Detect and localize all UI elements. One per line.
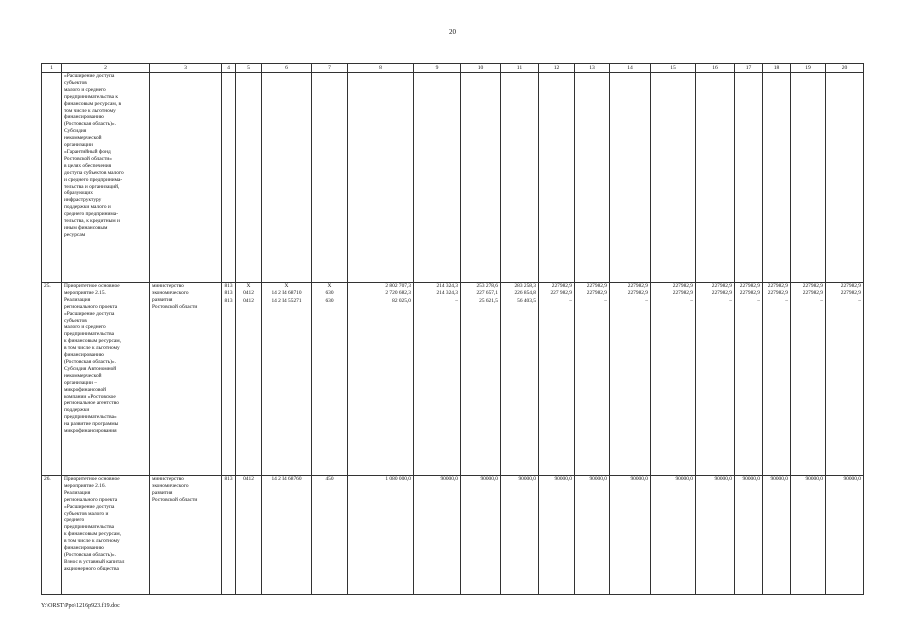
responsible-executor: министерство экономического развития Ростовской области [150,476,222,595]
value-cell [414,476,461,595]
value-cell [575,283,610,476]
column-header: 16 [696,64,735,73]
cell-value: 227982,9 [739,283,760,289]
cell-value: – [858,297,861,304]
column-header: 3 [150,64,222,73]
cell-value: – [820,297,823,304]
cell-value: 813 [224,297,233,304]
cell-value: 227982,9 [802,290,823,297]
value-cell [539,73,575,283]
cell-value: – [729,297,732,304]
column-header: 11 [501,64,539,73]
cell-value: 214 324,3 [436,283,458,289]
column-header: 9 [414,64,461,73]
header-row [42,64,864,73]
cell-value: – [569,297,572,304]
column-header: 19 [791,64,826,73]
cell-value: 0412 [243,476,254,482]
value-cell [651,283,696,476]
cell-value: – [757,297,760,304]
value-cell [222,73,236,283]
column-header: 4 [222,64,236,73]
cell-value: 90000,0 [805,476,823,482]
cell-value: 90000,0 [554,476,572,482]
cell-value: 25 621,5 [479,297,498,304]
value-cell [763,476,791,595]
value-cell [735,476,763,595]
value-cell [414,283,461,476]
value-cell [312,283,348,476]
value-cell [461,73,501,283]
value-cell [348,283,414,476]
value-cell [735,283,763,476]
cell-value: 227982,9 [551,283,572,289]
value-cell [348,73,414,283]
column-header: 18 [763,64,791,73]
cell-value: – [785,297,788,304]
cell-value: 0412 [243,297,254,304]
value-cell [826,283,864,476]
cell-value: 227982,9 [767,283,788,289]
value-cell [348,476,414,595]
row-number: 25. [42,283,62,476]
cell-value: 90000,0 [480,476,498,482]
value-cell [501,73,539,283]
column-header: 6 [262,64,312,73]
cell-value: 90000,0 [589,476,607,482]
column-header: 13 [575,64,610,73]
cell-value: 2 802 707,3 [385,283,411,289]
measure-description: Приоритетное основное мероприятие 2.16. Реализация регионального проекта «Расширение доступа субъектов малого и среднего предпринимательства к финансовым ресурсам, в том числе к льготному финансированию (Ростовская область)». Взнос в уставный капитал акционерного общества [62,476,150,595]
cell-value: 90000,0 [675,476,693,482]
value-cell [414,73,461,283]
value-cell [651,476,696,595]
value-cell [763,283,791,476]
cell-value: X [327,283,332,289]
value-cell [501,476,539,595]
value-cell [222,476,236,595]
cell-value: 14 2 I4 55271 [271,297,302,304]
value-cell [826,73,864,283]
row-number [42,73,62,283]
value-cell [696,283,735,476]
cell-value: 90000,0 [714,476,732,482]
table-row [42,476,864,595]
cell-value: – [455,297,458,304]
column-header: 7 [312,64,348,73]
value-cell [539,476,575,595]
value-cell [461,476,501,595]
responsible-executor [150,73,222,283]
cell-value: 450 [325,476,334,482]
measure-description: Приоритетное основное мероприятие 2.15. Реализация регионального проекта «Расширение доступа субъектов малого и среднего предпринимательства к финансовым ресурсам, в том числе к льготному финансированию (Ростовская область)». Субсидия Автономной некоммерческой организации – микрофинансовой компании «Ростовское региональное агентство поддержки предпринимательства» на развитие программы микрофинансирования [62,283,150,476]
column-header: 20 [826,64,864,73]
cell-value: 227982,9 [672,283,693,289]
value-cell [610,283,651,476]
value-cell [312,476,348,595]
cell-value: 227982,9 [586,283,607,289]
cell-value: 227982,9 [711,290,732,297]
cell-value: 227982,9 [840,290,861,297]
value-cell [236,73,262,283]
cell-value: 82 025,0 [392,297,411,304]
cell-value: 630 [325,290,334,297]
table-row [42,283,864,476]
cell-value: 227982,9 [739,290,760,297]
cell-value: 227982,9 [767,290,788,297]
value-cell [312,73,348,283]
value-cell [262,283,312,476]
cell-value: 227 982,9 [550,290,572,297]
cell-value: 90000,0 [630,476,648,482]
column-header: 5 [236,64,262,73]
cell-value: 90000,0 [518,476,536,482]
value-cell [575,476,610,595]
cell-value: X [246,283,251,289]
value-cell [791,476,826,595]
cell-value: – [645,297,648,304]
cell-value: 0412 [243,290,254,297]
column-header: 17 [735,64,763,73]
value-cell [696,73,735,283]
column-header: 1 [42,64,62,73]
value-cell [791,73,826,283]
cell-value: 227982,9 [672,290,693,297]
cell-value: 226 854,8 [514,290,536,297]
column-header: 12 [539,64,575,73]
value-cell [236,283,262,476]
value-cell [651,73,696,283]
column-header: 15 [651,64,696,73]
value-cell [222,283,236,476]
file-path-footer: Y:\ORST\Ppo\1216p923.f19.doc [41,603,120,609]
cell-value: 227982,9 [627,290,648,297]
value-cell [826,476,864,595]
cell-value: 253 278,6 [476,283,498,289]
value-cell [610,73,651,283]
cell-value: 813 [224,476,233,482]
cell-value: 14 2 I4 68710 [271,290,302,297]
cell-value: – [604,297,607,304]
value-cell [236,476,262,595]
cell-value: 630 [325,297,334,304]
value-cell [610,476,651,595]
column-header: 8 [348,64,414,73]
budget-table [41,63,864,595]
cell-value: 90000,0 [742,476,760,482]
cell-value: 214 324,3 [436,290,458,297]
value-cell [575,73,610,283]
cell-value: 813 [224,283,233,289]
row-number: 26. [42,476,62,595]
column-header: 14 [610,64,651,73]
value-cell [501,283,539,476]
cell-value: 227982,9 [711,283,732,289]
value-cell [696,476,735,595]
cell-value: 283 258,3 [514,283,536,289]
cell-value: 90000,0 [770,476,788,482]
column-header: 10 [461,64,501,73]
cell-value: 227 657,1 [476,290,498,297]
measure-description: «Расширение доступа субъектов малого и среднего предпринимательства к финансовым ресурсам, в том числе к льготному финансированию (Ростовская область)». Субсидия некоммерческой организации «Гарантийный фонд Ростовской области» в целях обеспечения доступа субъектов малого и среднего предпринима- тельства и организаций, образующих инфраструктуру поддержки малого и среднего предпринима- тельства, к кредитным и иным финансовым ресурсам [62,73,150,283]
responsible-executor: министерство экономического развития Ростовской области [150,283,222,476]
value-cell [539,283,575,476]
cell-value: X [284,283,289,289]
cell-value: 227982,9 [840,283,861,289]
value-cell [262,73,312,283]
cell-value: 227982,9 [627,283,648,289]
cell-value: 90000,0 [843,476,861,482]
cell-value: 56 403,5 [517,297,536,304]
cell-value: 813 [224,290,233,297]
cell-value: 14 2 I4 68760 [271,476,302,482]
value-cell [461,283,501,476]
cell-value: 1 080 000,0 [385,476,411,482]
page-number: 20 [449,28,456,36]
value-cell [763,73,791,283]
cell-value: – [690,297,693,304]
column-header: 2 [62,64,150,73]
value-cell [262,476,312,595]
value-cell [735,73,763,283]
table-row [42,73,864,283]
value-cell [791,283,826,476]
cell-value: 227982,9 [802,283,823,289]
cell-value: 90000,0 [440,476,458,482]
cell-value: 227982,9 [586,290,607,297]
cell-value: 2 720 682,3 [385,290,411,297]
